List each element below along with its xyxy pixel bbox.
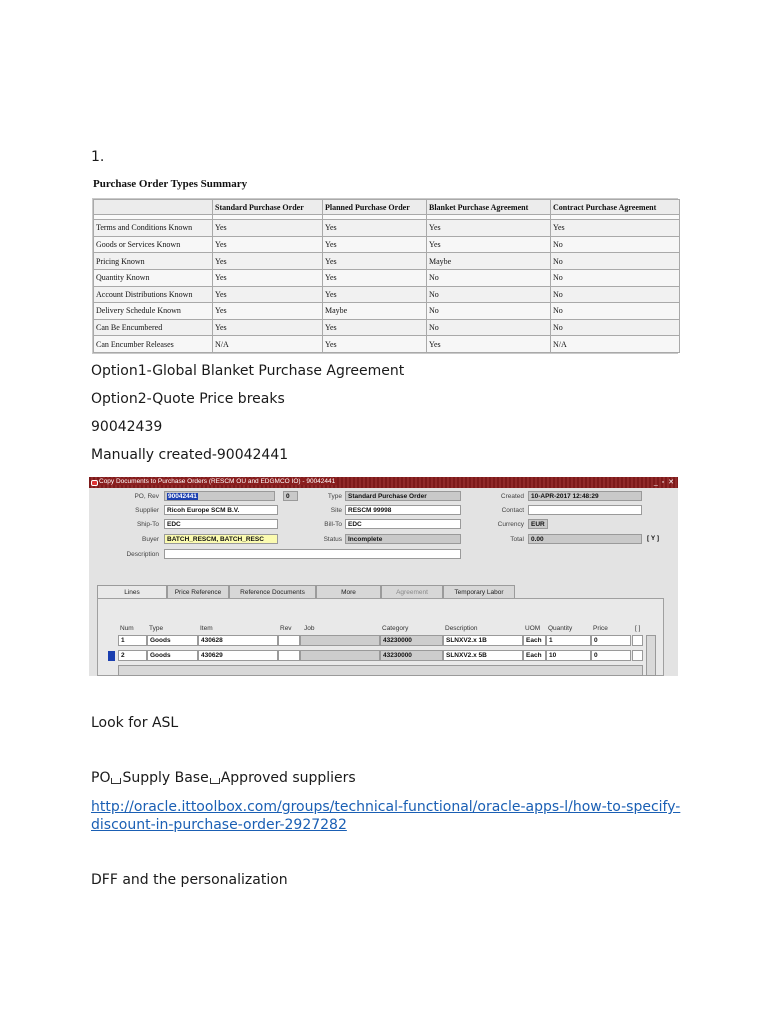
table-cell: Yes — [323, 319, 427, 336]
table-cell: Maybe — [427, 253, 551, 270]
tab-agreement[interactable]: Agreement — [381, 585, 443, 599]
form-tabs — [89, 585, 678, 599]
contact-field[interactable] — [528, 505, 642, 515]
table-cell: Yes — [551, 220, 680, 237]
reference-link-line2[interactable]: discount-in-purchase-order-2927282 — [91, 817, 347, 833]
label-buyer: Buyer — [142, 536, 159, 543]
line2-job[interactable] — [300, 650, 380, 661]
table-cell: Yes — [323, 336, 427, 353]
nav-po: PO — [91, 770, 111, 786]
table-row — [94, 253, 680, 270]
number-text: 90042439 — [91, 419, 163, 435]
separator-icon — [210, 778, 220, 784]
table-cell: No — [551, 269, 680, 286]
col-price: Price — [593, 625, 608, 632]
lines-scrollbar[interactable] — [646, 635, 656, 676]
table-cell: Yes — [323, 220, 427, 237]
label-total: Total — [510, 536, 524, 543]
form-title: Copy Documents to Purchase Orders (RESCM OU and EDGMCO IO) - 90042441 — [99, 478, 336, 485]
nav-supply-base: Supply Base — [122, 770, 209, 786]
line2-type[interactable]: Goods — [147, 650, 198, 661]
ship-to-field[interactable]: EDC — [164, 519, 278, 529]
table-cell: Yes — [213, 236, 323, 253]
header-contract-agreement: Contract Purchase Agreement — [551, 200, 680, 215]
line2-num[interactable]: 2 — [118, 650, 147, 661]
separator-icon — [111, 778, 121, 784]
table-cell: No — [427, 319, 551, 336]
navigation-path — [91, 770, 356, 787]
col-quantity: Quantity — [548, 625, 573, 632]
item-number: 1. — [91, 149, 105, 165]
form-titlebar — [89, 477, 678, 488]
header-standard-po: Standard Purchase Order — [213, 200, 323, 215]
label-contact: Contact — [501, 507, 524, 514]
manual-created-text: Manually created-90042441 — [91, 447, 289, 463]
table-cell: N/A — [551, 336, 680, 353]
site-field[interactable]: RESCM 99998 — [345, 505, 461, 515]
table-cell: No — [551, 236, 680, 253]
nav-approved-suppliers: Approved suppliers — [220, 770, 356, 786]
line1-quantity[interactable]: 1 — [546, 635, 591, 646]
header-planned-po: Planned Purchase Order — [323, 200, 427, 215]
line2-category[interactable]: 43230000 — [380, 650, 443, 661]
line1-num[interactable]: 1 — [118, 635, 147, 646]
col-flex: [ ] — [635, 625, 641, 632]
table-cell: Yes — [213, 253, 323, 270]
current-row-indicator[interactable] — [108, 651, 115, 661]
table-row — [94, 269, 680, 286]
label-currency: Currency — [497, 521, 524, 528]
table-cell: No — [427, 303, 551, 320]
bill-to-field[interactable]: EDC — [345, 519, 461, 529]
col-uom: UOM — [525, 625, 541, 632]
revision-field[interactable]: 0 — [283, 491, 298, 501]
label-status: Status — [323, 536, 342, 543]
table-cell: Yes — [323, 236, 427, 253]
table-row — [94, 319, 680, 336]
line1-flex-button[interactable] — [632, 635, 643, 646]
po-types-summary-table — [92, 198, 678, 354]
po-number-field[interactable]: 90042441 — [164, 491, 275, 501]
header-empty — [94, 200, 213, 215]
buyer-field[interactable]: BATCH_RESCM, BATCH_RESC — [164, 534, 278, 544]
line2-price[interactable]: 0 — [591, 650, 631, 661]
label-bill-to: Bill-To — [324, 521, 342, 528]
col-job: Job — [304, 625, 315, 632]
table-cell: No — [427, 269, 551, 286]
tab-reference-documents[interactable]: Reference Documents — [229, 585, 316, 599]
label-created: Created — [500, 493, 524, 500]
table-cell: Yes — [427, 336, 551, 353]
row-label: Goods or Services Known — [94, 236, 213, 253]
table-cell: Maybe — [323, 303, 427, 320]
table-cell: Yes — [213, 286, 323, 303]
table-cell: No — [551, 303, 680, 320]
tab-price-reference[interactable]: Price Reference — [167, 585, 229, 599]
line1-item[interactable]: 430628 — [198, 635, 278, 646]
line1-rev[interactable] — [278, 635, 300, 646]
table-cell: N/A — [213, 336, 323, 353]
created-field[interactable]: 10-APR-2017 12:48:29 — [528, 491, 642, 501]
option2-text: Option2-Quote Price breaks — [91, 391, 285, 407]
row-label: Account Distributions Known — [94, 286, 213, 303]
row-label: Quantity Known — [94, 269, 213, 286]
option1-text: Option1-Global Blanket Purchase Agreement — [91, 363, 405, 379]
label-description: Description — [126, 551, 159, 558]
table-row — [94, 236, 680, 253]
row-label: Terms and Conditions Known — [94, 220, 213, 237]
line2-description[interactable]: SLNXV2.x 5B — [443, 650, 523, 661]
line2-item[interactable]: 430629 — [198, 650, 278, 661]
total-flex-button[interactable]: [ Y ] — [647, 535, 660, 542]
status-field[interactable]: Incomplete — [345, 534, 461, 544]
col-item: Item — [200, 625, 213, 632]
type-field[interactable]: Standard Purchase Order — [345, 491, 461, 501]
header-blanket-agreement: Blanket Purchase Agreement — [427, 200, 551, 215]
table-row — [94, 303, 680, 320]
oracle-logo-icon — [91, 480, 98, 486]
row-label: Delivery Schedule Known — [94, 303, 213, 320]
col-description: Description — [445, 625, 478, 632]
row-label: Can Encumber Releases — [94, 336, 213, 353]
table-cell: Yes — [323, 286, 427, 303]
look-asl-text: Look for ASL — [91, 715, 179, 731]
table-row — [94, 220, 680, 237]
line1-job[interactable] — [300, 635, 380, 646]
window-controls[interactable]: _ ▫ ✕ — [653, 479, 675, 486]
line2-quantity[interactable]: 10 — [546, 650, 591, 661]
row-label: Pricing Known — [94, 253, 213, 270]
col-num: Num — [120, 625, 134, 632]
line2-rev[interactable] — [278, 650, 300, 661]
table-row — [94, 336, 680, 353]
label-type: Type — [327, 493, 342, 500]
line1-category[interactable]: 43230000 — [380, 635, 443, 646]
line1-description[interactable]: SLNXV2.x 1B — [443, 635, 523, 646]
table-cell: Yes — [213, 319, 323, 336]
total-field[interactable]: 0.00 — [528, 534, 642, 544]
table-cell: Yes — [213, 303, 323, 320]
line2-flex-button[interactable] — [632, 650, 643, 661]
table-cell: Yes — [427, 236, 551, 253]
table-cell: Yes — [427, 220, 551, 237]
table-cell: Yes — [323, 253, 427, 270]
table-row — [94, 286, 680, 303]
supplier-field[interactable]: Ricoh Europe SCM B.V. — [164, 505, 278, 515]
line3-empty[interactable] — [118, 665, 643, 676]
row-label: Can Be Encumbered — [94, 319, 213, 336]
col-category: Category — [382, 625, 409, 632]
table-cell: No — [551, 253, 680, 270]
label-po-rev: PO, Rev — [134, 493, 159, 500]
description-field[interactable] — [164, 549, 461, 559]
label-ship-to: Ship-To — [136, 521, 159, 528]
tab-more[interactable]: More — [316, 585, 381, 599]
line1-uom[interactable]: Each — [523, 635, 546, 646]
currency-field[interactable]: EUR — [528, 519, 548, 529]
tab-temporary-labor[interactable]: Temporary Labor — [443, 585, 515, 599]
col-rev: Rev — [280, 625, 292, 632]
line1-type[interactable]: Goods — [147, 635, 198, 646]
table-cell: Yes — [213, 220, 323, 237]
line2-uom[interactable]: Each — [523, 650, 546, 661]
table-cell: No — [551, 319, 680, 336]
label-site: Site — [330, 507, 342, 514]
oracle-po-form — [89, 477, 678, 676]
reference-link-line1[interactable]: http://oracle.ittoolbox.com/groups/technical-functional/oracle-apps-l/how-to-specify- — [91, 799, 681, 815]
table-cell: Yes — [323, 269, 427, 286]
col-type: Type — [149, 625, 164, 632]
dff-text: DFF and the personalization — [91, 872, 288, 888]
table-cell: Yes — [213, 269, 323, 286]
table-cell: No — [551, 286, 680, 303]
line1-price[interactable]: 0 — [591, 635, 631, 646]
tab-lines[interactable]: Lines — [97, 585, 167, 600]
table-title: Purchase Order Types Summary — [93, 178, 248, 190]
table-cell: No — [427, 286, 551, 303]
label-supplier: Supplier — [135, 507, 159, 514]
